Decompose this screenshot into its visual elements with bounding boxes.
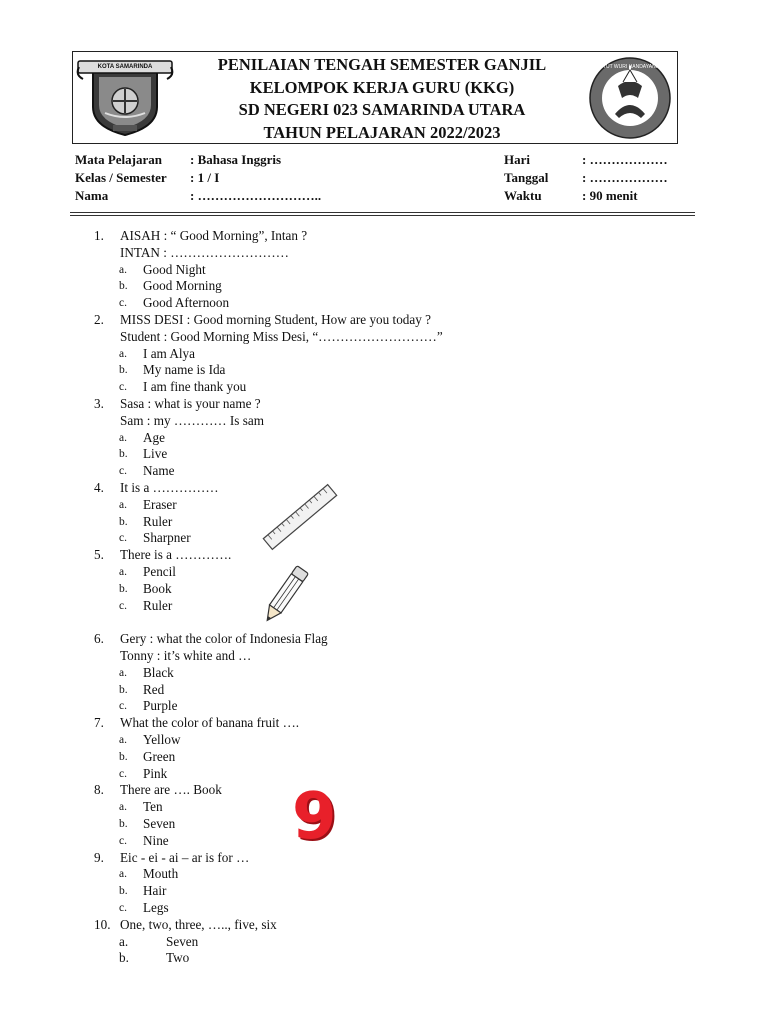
option-letter: b. [119, 515, 128, 528]
question-number: 7. [94, 715, 104, 731]
option-text: Black [143, 664, 174, 680]
option-text: Purple [143, 698, 178, 714]
logo-right-text: TUT WURI HANDAYANI [602, 64, 658, 70]
info-value: : ……………… [582, 152, 668, 167]
option-letter: b. [119, 582, 128, 595]
option-text: Ten [143, 799, 163, 815]
question-line: There is a …………. [120, 547, 232, 563]
option-text: Age [143, 429, 165, 445]
question-number: 1. [94, 228, 104, 243]
question-line: What the color of banana fruit …. [120, 715, 300, 731]
title-line-1: PENILAIAN TENGAH SEMESTER GANJIL [217, 55, 547, 74]
option-letter: b. [119, 364, 128, 377]
option-text: Seven [166, 933, 199, 949]
tut-wuri-handayani-logo [585, 56, 675, 140]
option-letter: a. [119, 868, 127, 881]
option-text: Seven [143, 816, 176, 831]
option-text: Good Night [143, 261, 206, 277]
option-letter: b. [119, 683, 128, 696]
question-number: 8. [94, 782, 104, 798]
header-box [72, 51, 678, 144]
question-number: 5. [94, 547, 104, 563]
kota-samarinda-logo [75, 55, 175, 139]
question-line: It is a …………… [120, 480, 219, 495]
info-label: Waktu [504, 188, 542, 203]
option-letter: c. [119, 599, 127, 612]
option-text: Book [143, 580, 172, 596]
info-value: : ……………………….. [190, 188, 322, 203]
question-line: Eic - ei - ai – ar is for … [120, 849, 250, 865]
option-text: Name [143, 463, 175, 479]
info-value: : 1 / I [190, 170, 220, 185]
option-text: I am Alya [143, 345, 196, 361]
option-letter: a. [119, 734, 127, 746]
info-label: Hari [504, 152, 530, 167]
nine-glyph: 9 [292, 780, 337, 854]
option-text: Eraser [143, 496, 177, 512]
option-text: Ruler [143, 597, 173, 613]
pencil-icon [258, 560, 312, 630]
option-text: I am fine thank you [143, 379, 247, 395]
info-value: : 90 menit [582, 188, 638, 203]
question-number: 9. [94, 849, 104, 865]
option-text: Ruler [143, 513, 173, 529]
title-line-3: SD NEGERI 023 SAMARINDA UTARA [238, 100, 526, 119]
question-number: 4. [94, 480, 104, 495]
option-letter: b. [119, 950, 129, 966]
header-titles [183, 54, 581, 144]
question-line: INTAN : ……………………… [120, 244, 289, 260]
question-line: Tonny : it’s white and … [120, 648, 252, 663]
option-text: Green [143, 748, 176, 764]
option-text: Two [166, 950, 190, 966]
option-letter: a. [119, 431, 127, 444]
option-text: My name is Ida [143, 362, 226, 378]
option-letter: b. [119, 750, 128, 763]
option-text: Yellow [143, 732, 181, 747]
option-text: Good Morning [143, 278, 222, 294]
option-text: Hair [143, 883, 167, 899]
question-line: Sasa : what is your name ? [120, 396, 261, 411]
question-number: 6. [94, 631, 104, 647]
option-letter: c. [119, 834, 127, 847]
option-text: Good Afternoon [143, 295, 230, 311]
question-line: Sam : my ………… Is sam [120, 412, 264, 428]
option-letter: a. [119, 801, 127, 814]
title-line-2: KELOMPOK KERJA GURU (KKG) [249, 77, 515, 97]
info-value: : ……………… [582, 170, 668, 185]
option-letter: c. [119, 767, 127, 780]
option-letter: c. [119, 381, 127, 394]
option-text: Live [143, 446, 168, 462]
option-letter: c. [119, 532, 127, 545]
option-letter: a. [119, 263, 127, 276]
question-line: Gery : what the color of Indonesia Flag [120, 631, 328, 647]
option-letter: b. [119, 885, 128, 898]
question-line: AISAH : “ Good Morning”, Intan ? [120, 228, 308, 243]
option-letter: c. [119, 297, 127, 310]
option-letter: a. [119, 498, 127, 511]
option-letter: c. [119, 465, 127, 478]
number-nine-image [290, 780, 337, 854]
info-label: Tanggal [504, 170, 549, 185]
option-text: Legs [143, 900, 169, 915]
question-line: There are …. Book [120, 782, 222, 798]
option-text: Red [143, 681, 165, 697]
ruler-icon [262, 482, 338, 552]
option-letter: c. [119, 700, 127, 713]
question-number: 10. [94, 916, 111, 932]
question-number: 2. [94, 312, 104, 327]
option-text: Mouth [143, 866, 179, 882]
option-letter: b. [119, 818, 128, 830]
question-line: Student : Good Morning Miss Desi, “………………………” [120, 328, 443, 344]
option-letter: a. [119, 933, 129, 949]
option-letter: b. [119, 448, 128, 461]
option-text: Pencil [143, 564, 176, 579]
option-text: Nine [143, 832, 169, 848]
divider [70, 212, 695, 213]
option-text: Pink [143, 765, 168, 781]
question-line: One, two, three, ….., five, six [120, 916, 277, 932]
info-value: : Bahasa Inggris [190, 152, 282, 167]
logo-left-text: KOTA SAMARINDA [97, 64, 153, 70]
option-letter: a. [119, 666, 127, 679]
title-line-4: TAHUN PELAJARAN 2022/2023 [263, 122, 501, 142]
option-letter: a. [119, 566, 127, 578]
question-number: 3. [94, 396, 104, 411]
option-letter: a. [119, 347, 127, 360]
option-letter: c. [119, 902, 127, 914]
question-line: MISS DESI : Good morning Student, How are you today ? [120, 312, 431, 327]
option-text: Sharpner [143, 530, 191, 546]
option-letter: b. [119, 280, 128, 293]
divider [70, 215, 695, 216]
info-label: Mata Pelajaran [75, 152, 163, 167]
info-label: Nama [75, 188, 109, 203]
info-label: Kelas / Semester [75, 170, 167, 185]
